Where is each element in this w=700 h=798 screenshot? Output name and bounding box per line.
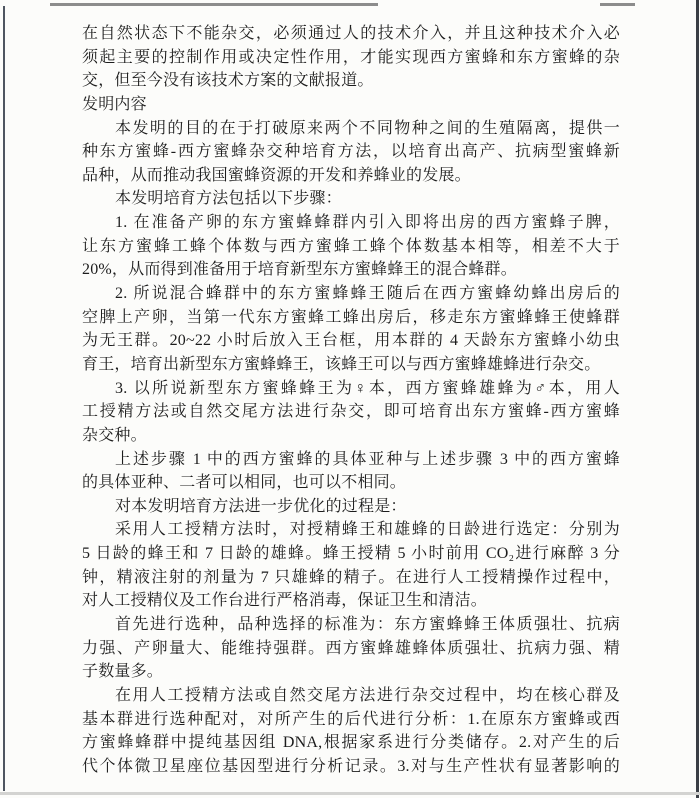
text-line: 基本群进行选种配对，对所产生的后代进行分析：1.在原东方蜜蜂或西	[82, 710, 620, 728]
text-line: 在用人工授精方法或自然交尾方法进行杂交过程中，均在核心群及	[115, 686, 620, 704]
text-line: 让东方蜜蜂工蜂个体数与西方蜜蜂工蜂个体数基本相等，相差不大于	[82, 237, 620, 255]
bottom-rule	[0, 792, 700, 795]
page-left-edge-line	[3, 6, 5, 791]
text-line: 育王，培育出新型东方蜜蜂蜂王，该蜂王可以与西方蜜蜂雄蜂进行杂交。	[82, 355, 601, 373]
text-line: 对人工授精仪及工作台进行严格消毒，保证卫生和清洁。	[82, 592, 488, 610]
text-line: 3. 以所说新型东方蜜蜂蜂王为♀本，西方蜜蜂雄蜂为♂本，用人	[115, 379, 620, 397]
text-line: 空脾上产卵，当第一代东方蜜蜂工蜂出房后，移走东方蜜蜂蜂王使蜂群	[82, 308, 620, 326]
text-line: 对本发明培育方法进一步优化的过程是：	[115, 497, 407, 515]
top-rule-right-segment	[600, 3, 635, 6]
text-line: 杂交种。	[82, 426, 147, 444]
text-line: 发明内容	[82, 95, 147, 113]
text-line: 为无王群。20~22 小时后放入王台框，用本群的 4 天龄东方蜜蜂小幼虫	[82, 332, 620, 350]
text-line: 方蜜蜂蜂群中提纯基因组 DNA,根据家系进行分类储存。2.对产生的后	[82, 734, 620, 752]
page-right-edge-line	[696, 0, 699, 798]
text-line: 交，但至今没有该技术方案的文献报道。	[82, 72, 374, 90]
text-line: 的具体亚种、二者可以相同，也可以不相同。	[82, 474, 407, 492]
text-line: 力强、产卵量大、能维持强群。西方蜜蜂雄蜂体质强壮、抗病力强、精	[82, 639, 620, 657]
text-line: 本发明的目的在于打破原来两个不同物种之间的生殖隔离，提供一	[115, 119, 620, 137]
text-line: 本发明培育方法包括以下步骤：	[115, 190, 342, 208]
text-line: 钟，精液注射的剂量为 7 只雄蜂的精子。在进行人工授精操作过程中，	[82, 568, 620, 586]
text-line: 5 日龄的蜂王和 7 日龄的雄蜂。蜂王授精 5 小时前用 CO₂进行麻醉 3 分	[82, 545, 620, 563]
document-text-block	[82, 22, 620, 779]
text-line: 2. 所说混合蜂群中的东方蜜蜂蜂王随后在西方蜜蜂幼蜂出房后的	[115, 285, 620, 303]
text-line: 须起主要的控制作用或决定性作用，才能实现西方蜜蜂和东方蜜蜂的杂	[82, 48, 620, 66]
top-rule-left-segment	[50, 3, 378, 6]
text-line: 在自然状态下不能杂交，必须通过人的技术介入，并且这种技术介入必	[82, 25, 620, 42]
text-line: 采用人工授精方法时，对授精蜂王和雄蜂的日龄进行选定：分别为	[115, 521, 620, 539]
text-line: 20%，从而得到准备用于培育新型东方蜜蜂蜂王的混合蜂群。	[82, 261, 517, 279]
text-line: 工授精方法或自然交尾方法进行杂交，即可培育出东方蜜蜂-西方蜜蜂	[82, 403, 620, 421]
text-line: 1. 在准备产卵的东方蜜蜂蜂群内引入即将出房的西方蜜蜂子脾，	[115, 214, 620, 232]
text-line: 上述步骤 1 中的西方蜜蜂的具体亚种与上述步骤 3 中的西方蜜蜂	[115, 450, 620, 468]
text-line: 品种，从而推动我国蜜蜂资源的开发和养蜂业的发展。	[82, 166, 471, 184]
text-line: 代个体微卫星座位基因型进行分析记录。3.对与生产性状有显著影响的	[82, 757, 620, 775]
text-line: 子数量多。	[82, 663, 164, 681]
text-line: 首先进行选种，品种选择的标准为：东方蜜蜂蜂王体质强壮、抗病	[115, 616, 620, 634]
text-line: 种东方蜜蜂-西方蜜蜂杂交种培育方法，以培育出高产、抗病型蜜蜂新	[82, 143, 620, 161]
